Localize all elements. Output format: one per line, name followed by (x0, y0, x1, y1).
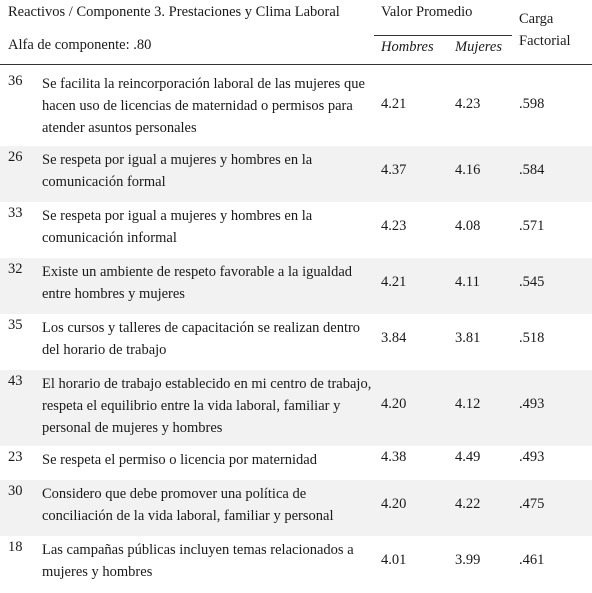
item-text: Se facilita la reincorporación laboral de las mujeres que hacen uso de licencias de maternidad o permisos para atender asuntos personales (42, 76, 365, 136)
value-mujeres: 4.08 (455, 218, 481, 234)
carga-factorial-header (519, 8, 589, 52)
table-row (0, 370, 592, 446)
item-number: 23 (8, 449, 23, 465)
item-text: Se respeta el permiso o licencia por maternidad (42, 452, 317, 468)
item-number: 32 (8, 261, 23, 277)
value-carga: .584 (519, 162, 545, 178)
value-carga: .475 (519, 496, 545, 512)
value-hombres: 4.38 (381, 449, 407, 465)
mujeres-header: Mujeres (455, 39, 502, 55)
value-mujeres: 4.11 (455, 274, 480, 290)
value-mujeres: 4.23 (455, 96, 481, 112)
value-hombres: 4.37 (381, 162, 407, 178)
item-number: 35 (8, 317, 23, 333)
value-mujeres: 4.49 (455, 449, 481, 465)
header-bottom-rule (0, 64, 592, 65)
value-mujeres: 4.22 (455, 496, 481, 512)
table-row (0, 480, 592, 536)
table-row (0, 446, 592, 480)
value-mujeres: 3.99 (455, 552, 481, 568)
value-hombres: 4.23 (381, 218, 407, 234)
item-number: 36 (8, 73, 23, 89)
table-title: Reactivos / Componente 3. Prestaciones y Clima Laboral (8, 4, 340, 20)
table-row (0, 70, 592, 146)
item-number: 26 (8, 149, 23, 165)
value-hombres: 4.20 (381, 396, 407, 412)
subheader-rule (374, 35, 512, 36)
item-text: Se respeta por igual a mujeres y hombres en la comunicación formal (42, 152, 313, 190)
item-number: 33 (8, 205, 23, 221)
carga-line1: Carga (519, 11, 554, 27)
value-mujeres: 3.81 (455, 330, 481, 346)
item-text: Las campañas públicas incluyen temas relacionados a mujeres y hombres (42, 542, 354, 580)
item-number: 30 (8, 483, 23, 499)
valor-promedio-header: Valor Promedio (381, 4, 473, 20)
item-text: El horario de trabajo establecido en mi centro de trabajo, respeta el equilibrio entre la vida laboral, familiar y personal de mujeres y hombres (42, 376, 372, 436)
hombres-header: Hombres (381, 39, 434, 55)
item-text: Los cursos y talleres de capacitación se realizan dentro del horario de trabajo (42, 320, 361, 358)
carga-line2: Factorial (519, 33, 571, 49)
value-carga: .545 (519, 274, 545, 290)
item-text: Se respeta por igual a mujeres y hombres en la comunicación informal (42, 208, 313, 246)
table-row (0, 536, 592, 592)
value-hombres: 4.21 (381, 96, 407, 112)
value-carga: .493 (519, 449, 545, 465)
item-number: 43 (8, 373, 23, 389)
item-text: Existe un ambiente de respeto favorable a la igualdad entre hombres y mujeres (42, 264, 353, 302)
table-row (0, 314, 592, 370)
value-carga: .493 (519, 396, 545, 412)
value-mujeres: 4.16 (455, 162, 481, 178)
value-carga: .518 (519, 330, 545, 346)
value-hombres: 4.01 (381, 552, 407, 568)
table-header (0, 0, 592, 70)
item-text: Considero que debe promover una política de conciliación de la vida laboral, familiar y personal (42, 486, 334, 524)
value-carga: .598 (519, 96, 545, 112)
table-row (0, 202, 592, 258)
table-row (0, 146, 592, 202)
value-carga: .461 (519, 552, 545, 568)
component-alpha: Alfa de componente: .80 (8, 37, 152, 53)
table-row (0, 258, 592, 314)
value-hombres: 4.20 (381, 496, 407, 512)
value-carga: .571 (519, 218, 545, 234)
value-mujeres: 4.12 (455, 396, 481, 412)
value-hombres: 3.84 (381, 330, 407, 346)
value-hombres: 4.21 (381, 274, 407, 290)
item-number: 18 (8, 539, 23, 555)
